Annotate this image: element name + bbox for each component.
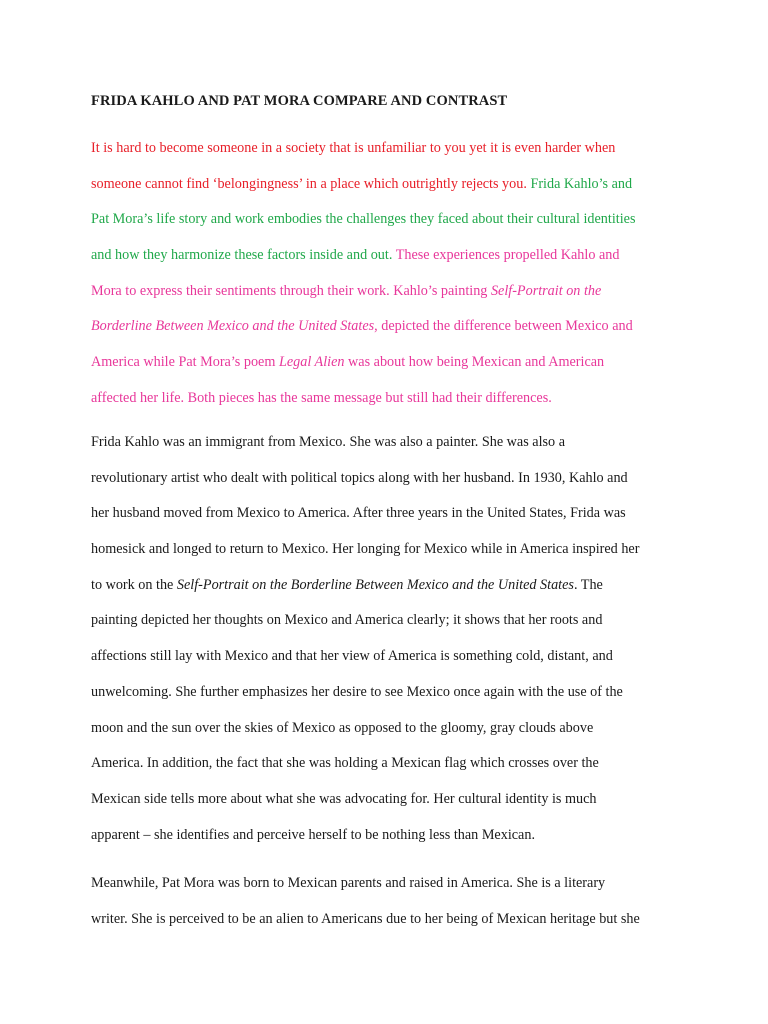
intro-line-5 (91, 274, 685, 310)
document-title: FRIDA KAHLO AND PAT MORA COMPARE AND CONTRAST (91, 93, 508, 109)
intro-line-4 (91, 238, 685, 274)
intro-line-6-italic: Borderline Between Mexico and the United States (91, 318, 375, 335)
intro-line-5-italic: Self-Portrait on the (490, 282, 602, 299)
intro-line-7-c: was about how being Mexican and American (348, 354, 605, 371)
intro-line-8: affected her life. Both pieces has the same message but still had their differences. (91, 389, 552, 406)
intro-line-2-red: someone cannot find ‘belongingness’ in a place which outrightly rejects you. (91, 175, 527, 192)
intro-line-4-green: and how they harmonize these factors inside and out. (91, 247, 393, 264)
kahlo-line-7: affections still lay with Mexico and that her view of America is something cold, distant, and (91, 648, 613, 665)
kahlo-line-5-c: . The (573, 576, 603, 593)
intro-line-3: Pat Mora’s life story and work embodies the challenges they faced about their cultural identities (91, 211, 636, 228)
intro-line-6 (91, 309, 685, 345)
intro-line-2-green: Frida Kahlo’s and (530, 175, 633, 192)
kahlo-line-6: painting depicted her thoughts on Mexico and America clearly; it shows that her roots and (91, 612, 603, 629)
intro-line-2 (91, 167, 685, 203)
kahlo-line-11: Mexican side tells more about what she was advocating for. Her cultural identity is much (91, 790, 597, 807)
intro-line-5-a: Mora to express their sentiments through their work. Kahlo’s painting (91, 282, 488, 299)
kahlo-line-1: Frida Kahlo was an immigrant from Mexico. She was also a painter. She was also a (91, 434, 565, 450)
kahlo-line-12: apparent – she identifies and perceive herself to be nothing less than Mexican. (91, 826, 535, 843)
intro-paragraph (91, 131, 685, 417)
intro-line-7-italic: Legal Alien (278, 354, 345, 371)
mora-line-1: Meanwhile, Pat Mora was born to Mexican parents and raised in America. She is a literary (91, 875, 606, 891)
intro-line-1: It is hard to become someone in a society that is unfamiliar to you yet it is even harder when (91, 140, 616, 156)
kahlo-line-4: homesick and longed to return to Mexico. Her longing for Mexico while in America inspired her (91, 541, 640, 558)
intro-line-7-a: America while Pat Mora’s poem (91, 354, 276, 371)
kahlo-paragraph (91, 425, 685, 853)
intro-line-4-pink: These experiences propelled Kahlo and (395, 247, 620, 264)
kahlo-line-5 (91, 568, 685, 604)
kahlo-line-10: America. In addition, the fact that she was holding a Mexican flag which crosses over the (91, 755, 599, 772)
kahlo-line-2: revolutionary artist who dealt with political topics along with her husband. In 1930, Kahlo and (91, 469, 628, 486)
mora-paragraph (91, 866, 685, 937)
kahlo-line-3: her husband moved from Mexico to America. After three years in the United States, Frida was (91, 505, 626, 522)
intro-line-6-b: , depicted the difference between Mexico and (374, 318, 633, 335)
kahlo-line-9: moon and the sun over the skies of Mexico as opposed to the gloomy, gray clouds above (91, 719, 594, 736)
intro-line-7 (91, 345, 685, 381)
mora-line-2: writer. She is perceived to be an alien to Americans due to her being of Mexican heritage but she (91, 910, 640, 927)
kahlo-line-5-italic: Self-Portrait on the Borderline Between Mexico and the United States (176, 576, 574, 593)
kahlo-line-5-a: to work on the (91, 576, 174, 593)
kahlo-line-8: unwelcoming. She further emphasizes her desire to see Mexico once again with the use of the (91, 683, 623, 700)
